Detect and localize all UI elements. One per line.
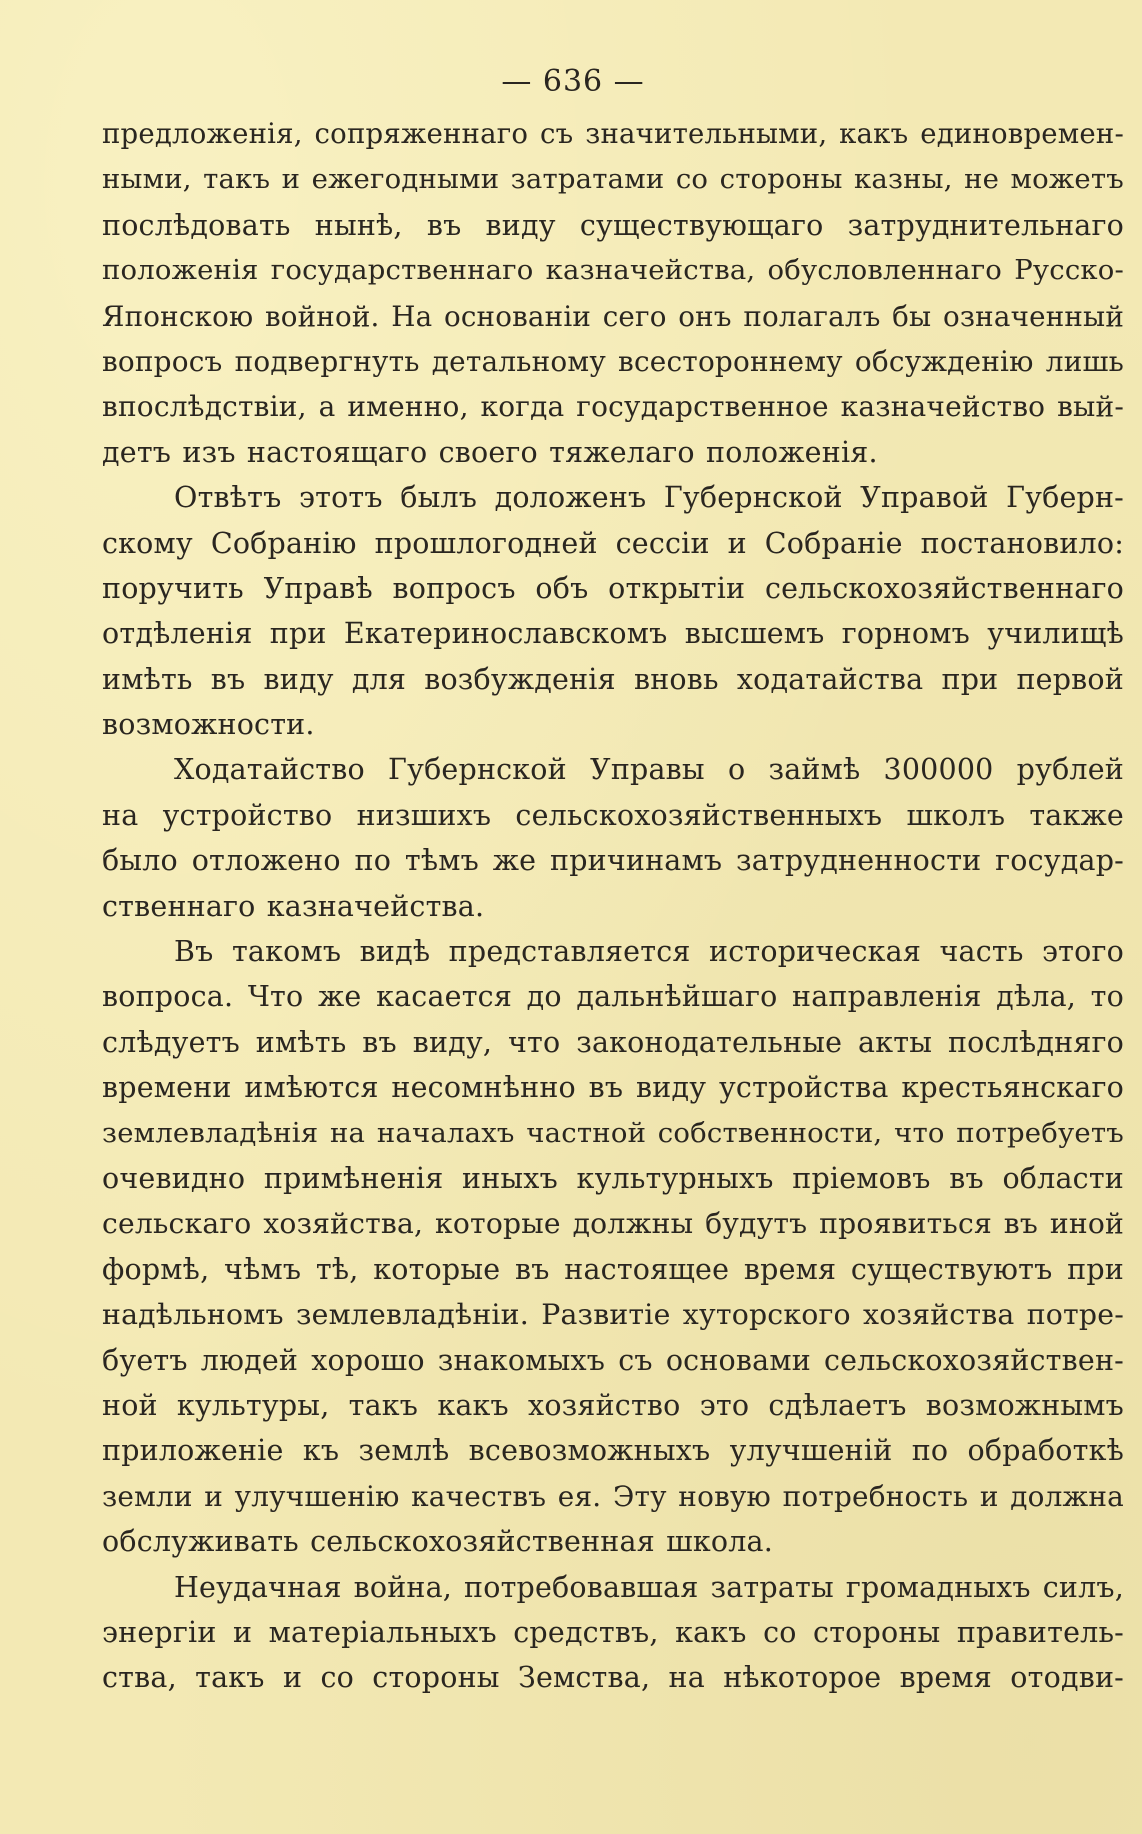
- page-number: — 636 —: [501, 64, 645, 99]
- text-line: земли и улучшенію качествъ ея. Эту новую потребность и должна: [102, 1479, 1124, 1513]
- text-line: послѣдовать нынѣ, въ виду существующаго затруднительнаго: [102, 208, 1124, 242]
- text-line: скому Собранію прошлогодней сессіи и Собраніе постановило:: [102, 526, 1124, 560]
- text-line: надѣльномъ землевладѣніи. Развитіе хуторского хозяйства потре-: [102, 1298, 1124, 1332]
- body-text: [102, 112, 1124, 1701]
- text-line: детъ изъ настоящаго своего тяжелаго положенія.: [102, 435, 878, 469]
- text-line: Неудачная война, потребовавшая затраты громадныхъ силъ,: [174, 1570, 1124, 1604]
- text-line: Японскою войной. На основаніи сего онъ полагалъ бы означенный: [102, 299, 1124, 333]
- text-line: поручить Управѣ вопросъ объ открытіи сельскохозяйственнаго: [102, 571, 1124, 605]
- text-line: буетъ людей хорошо знакомыхъ съ основами сельскохозяйствен-: [102, 1343, 1124, 1377]
- text-line: энергіи и матеріальныхъ средствъ, какъ со стороны правитель-: [102, 1615, 1124, 1649]
- text-line: Въ такомъ видѣ представляется историческая часть этого: [174, 935, 1124, 969]
- paragraph-4: [102, 929, 1124, 1564]
- text-line: ственнаго казначейства.: [102, 889, 485, 923]
- text-line: времени имѣются несомнѣнно въ виду устройства крестьянскаго: [102, 1071, 1124, 1105]
- text-line: ными, такъ и ежегодными затратами со стороны казны, не можетъ: [102, 163, 1124, 196]
- text-line: очевидно примѣненія иныхъ культурныхъ пріемовъ въ области: [102, 1161, 1124, 1195]
- paragraph-2: [102, 475, 1124, 747]
- text-line: обслуживать сельскохозяйственная школа.: [102, 1525, 773, 1559]
- text-line: положенія государственнаго казначейства, обусловленнаго Русско-: [102, 254, 1124, 287]
- text-line: Отвѣтъ этотъ былъ доложенъ Губернской Управой Губерн-: [174, 481, 1124, 515]
- paragraph-3: [102, 747, 1124, 929]
- text-line: приложеніе къ землѣ всевозможныхъ улучшеній по обработкѣ: [102, 1434, 1124, 1468]
- text-line: ства, такъ и со стороны Земства, на нѣкоторое время отодви-: [102, 1661, 1124, 1695]
- text-line: формѣ, чѣмъ тѣ, которые въ настоящее время существуютъ при: [102, 1252, 1124, 1286]
- text-line: на устройство низшихъ сельскохозяйственныхъ школъ также: [102, 798, 1124, 832]
- text-line: Ходатайство Губернской Управы о займѣ 300000 рублей: [174, 753, 1124, 787]
- text-line: ной культуры, такъ какъ хозяйство это сдѣлаетъ возможнымъ: [102, 1388, 1124, 1422]
- text-line: впослѣдствіи, а именно, когда государственное казначейство вый-: [102, 390, 1124, 424]
- text-line: было отложено по тѣмъ же причинамъ затрудненности государ-: [102, 844, 1124, 878]
- text-line: предложенія, сопряженнаго съ значительными, какъ единовремен-: [102, 118, 1124, 150]
- paragraph-5: [102, 1565, 1124, 1701]
- text-line: слѣдуетъ имѣть въ виду, что законодательные акты послѣдняго: [102, 1025, 1124, 1059]
- text-line: сельскаго хозяйства, которые должны будутъ проявиться въ иной: [102, 1207, 1124, 1241]
- text-line: имѣть въ виду для возбужденія вновь ходатайства при первой: [102, 662, 1124, 696]
- text-line: возможности.: [102, 708, 315, 742]
- text-line: землевладѣнія на началахъ частной собственности, что потребуетъ: [102, 1116, 1124, 1149]
- text-line: вопроса. Что же касается до дальнѣйшаго направленія дѣла, то: [102, 980, 1124, 1014]
- text-line: вопросъ подвергнуть детальному всестороннему обсужденію лишь: [102, 344, 1124, 378]
- text-line: отдѣленія при Екатеринославскомъ высшемъ горномъ училищѣ: [102, 617, 1124, 651]
- paragraph-1: [102, 112, 1124, 475]
